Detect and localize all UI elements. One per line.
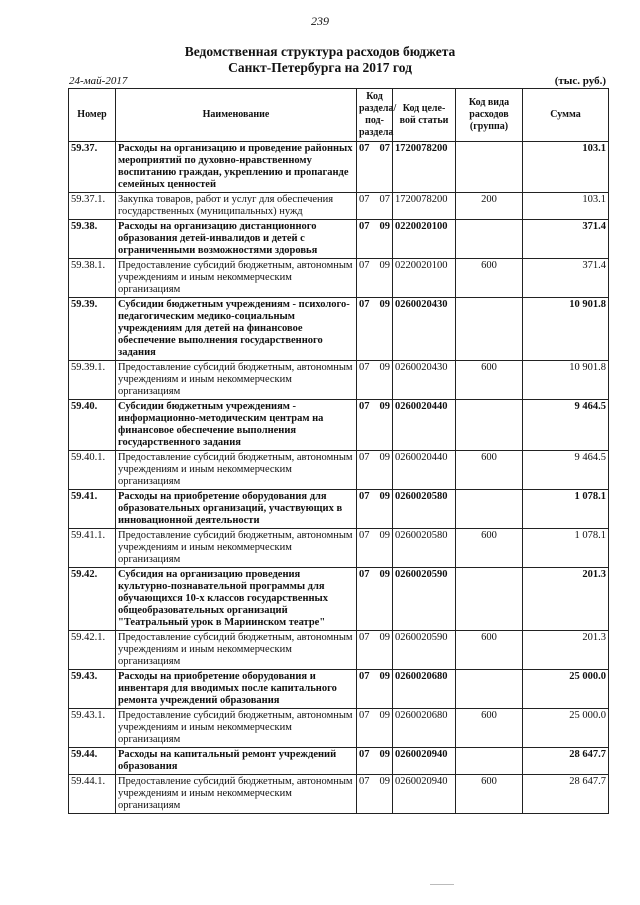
cell-section: 07 xyxy=(357,361,376,400)
cell-number: 59.41. xyxy=(69,490,116,529)
table-row xyxy=(69,529,609,568)
units-label: (тыс. руб.) xyxy=(554,75,606,87)
cell-article: 0260020680 xyxy=(393,709,456,748)
cell-name: Расходы на капитальный ремонт учреждений образования xyxy=(116,748,357,775)
cell-subsection: 07 xyxy=(376,193,393,220)
cell-kind xyxy=(456,670,523,709)
cell-kind: 600 xyxy=(456,361,523,400)
table-row xyxy=(69,631,609,670)
cell-subsection: 09 xyxy=(376,529,393,568)
cell-section: 07 xyxy=(357,709,376,748)
table-row xyxy=(69,259,609,298)
cell-section: 07 xyxy=(357,631,376,670)
table-row xyxy=(69,490,609,529)
cell-subsection: 09 xyxy=(376,631,393,670)
table-header-row xyxy=(69,89,609,142)
table-body xyxy=(69,142,609,814)
cell-section: 07 xyxy=(357,775,376,814)
cell-section: 07 xyxy=(357,748,376,775)
cell-number: 59.41.1. xyxy=(69,529,116,568)
cell-kind xyxy=(456,298,523,361)
cell-section: 07 xyxy=(357,298,376,361)
table-row xyxy=(69,709,609,748)
cell-sum: 28 647.7 xyxy=(523,775,609,814)
cell-article: 0260020680 xyxy=(393,670,456,709)
cell-kind xyxy=(456,490,523,529)
cell-name: Предоставление субсидий бюджетным, автономным учреждениям и иным некоммерческим организациям xyxy=(116,451,357,490)
cell-name: Предоставление субсидий бюджетным, автономным учреждениям и иным некоммерческим организациям xyxy=(116,361,357,400)
cell-sum: 201.3 xyxy=(523,631,609,670)
cell-subsection: 07 xyxy=(376,142,393,193)
cell-subsection: 09 xyxy=(376,259,393,298)
cell-number: 59.44.1. xyxy=(69,775,116,814)
cell-number: 59.39.1. xyxy=(69,361,116,400)
cell-sum: 103.1 xyxy=(523,142,609,193)
cell-name: Расходы на приобретение оборудования и инвентаря для вводимых после капитального ремонта учреждений образования xyxy=(116,670,357,709)
cell-number: 59.44. xyxy=(69,748,116,775)
cell-article: 0260020440 xyxy=(393,451,456,490)
cell-name: Субсидии бюджетным учреждениям - информационно-методическим центрам на финансовое обеспечение выполнения государственного задания xyxy=(116,400,357,451)
cell-sum: 25 000.0 xyxy=(523,670,609,709)
cell-sum: 201.3 xyxy=(523,568,609,631)
cell-kind xyxy=(456,568,523,631)
cell-kind: 600 xyxy=(456,709,523,748)
cell-number: 59.43. xyxy=(69,670,116,709)
cell-name: Предоставление субсидий бюджетным, автономным учреждениям и иным некоммерческим организациям xyxy=(116,529,357,568)
cell-name: Расходы на организацию и проведение районных мероприятий по духовно-нравственному воспитанию граждан, укреплению и пропаганде семейных ценностей xyxy=(116,142,357,193)
cell-name: Расходы на приобретение оборудования для образовательных организаций, участвующих в инновационной деятельности xyxy=(116,490,357,529)
table-row xyxy=(69,220,609,259)
cell-name: Субсидия на организацию проведения культурно-познавательной программы для обучающихся 10-х классов государственных общеобразовательных организаций "Театральный урок в Мариинском театре" xyxy=(116,568,357,631)
page-number: 239 xyxy=(311,14,329,28)
cell-section: 07 xyxy=(357,142,376,193)
cell-sum: 1 078.1 xyxy=(523,490,609,529)
document-date: 24-май-2017 xyxy=(69,75,128,87)
table-row xyxy=(69,451,609,490)
cell-subsection: 09 xyxy=(376,298,393,361)
table-row xyxy=(69,670,609,709)
cell-number: 59.42. xyxy=(69,568,116,631)
table-row xyxy=(69,400,609,451)
cell-kind: 200 xyxy=(456,193,523,220)
cell-subsection: 09 xyxy=(376,670,393,709)
cell-subsection: 09 xyxy=(376,451,393,490)
cell-sum: 371.4 xyxy=(523,259,609,298)
cell-kind xyxy=(456,220,523,259)
cell-section: 07 xyxy=(357,490,376,529)
cell-subsection: 09 xyxy=(376,490,393,529)
cell-sum: 371.4 xyxy=(523,220,609,259)
header-name: Наименование xyxy=(116,89,357,142)
cell-subsection: 09 xyxy=(376,748,393,775)
cell-sum: 9 464.5 xyxy=(523,451,609,490)
cell-number: 59.40.1. xyxy=(69,451,116,490)
cell-article: 0260020580 xyxy=(393,529,456,568)
cell-number: 59.37. xyxy=(69,142,116,193)
cell-article: 0260020940 xyxy=(393,775,456,814)
cell-sum: 9 464.5 xyxy=(523,400,609,451)
cell-section: 07 xyxy=(357,220,376,259)
cell-article: 0260020430 xyxy=(393,298,456,361)
cell-kind: 600 xyxy=(456,259,523,298)
cell-name: Предоставление субсидий бюджетным, автономным учреждениям и иным некоммерческим организациям xyxy=(116,631,357,670)
cell-kind: 600 xyxy=(456,775,523,814)
table-row xyxy=(69,298,609,361)
title-line-1: Ведомственная структура расходов бюджета xyxy=(184,44,456,59)
cell-name: Расходы на организацию дистанционного образования детей-инвалидов и детей с ограниченными возможностями здоровья xyxy=(116,220,357,259)
cell-name: Предоставление субсидий бюджетным, автономным учреждениям и иным некоммерческим организациям xyxy=(116,709,357,748)
cell-kind: 600 xyxy=(456,529,523,568)
cell-kind xyxy=(456,748,523,775)
cell-subsection: 09 xyxy=(376,775,393,814)
cell-article: 0260020440 xyxy=(393,400,456,451)
cell-article: 0260020580 xyxy=(393,490,456,529)
cell-section: 07 xyxy=(357,670,376,709)
table-row xyxy=(69,361,609,400)
title-line-2: Санкт-Петербурга на 2017 год xyxy=(228,60,412,75)
cell-name: Субсидии бюджетным учреждениям - психолого-педагогическим медико-социальным учреждениям для детей на финансовое обеспечение выполнения государственного задания xyxy=(116,298,357,361)
cell-subsection: 09 xyxy=(376,361,393,400)
cell-section: 07 xyxy=(357,400,376,451)
header-section: Код раздела/ под- раздела xyxy=(357,89,393,142)
cell-subsection: 09 xyxy=(376,400,393,451)
cell-number: 59.39. xyxy=(69,298,116,361)
cell-sum: 10 901.8 xyxy=(523,298,609,361)
header-sum: Сумма xyxy=(523,89,609,142)
cell-number: 59.42.1. xyxy=(69,631,116,670)
cell-article: 0260020590 xyxy=(393,631,456,670)
cell-section: 07 xyxy=(357,259,376,298)
cell-name: Предоставление субсидий бюджетным, автономным учреждениям и иным некоммерческим организациям xyxy=(116,775,357,814)
cell-section: 07 xyxy=(357,529,376,568)
cell-number: 59.40. xyxy=(69,400,116,451)
cell-sum: 10 901.8 xyxy=(523,361,609,400)
document-title xyxy=(0,44,640,76)
table-row xyxy=(69,748,609,775)
cell-number: 59.37.1. xyxy=(69,193,116,220)
header-number: Номер xyxy=(69,89,116,142)
cell-name: Закупка товаров, работ и услуг для обеспечения государственных (муниципальных) нужд xyxy=(116,193,357,220)
cell-article: 0220020100 xyxy=(393,259,456,298)
cell-article: 1720078200 xyxy=(393,142,456,193)
cell-kind xyxy=(456,142,523,193)
cell-sum: 103.1 xyxy=(523,193,609,220)
table-row xyxy=(69,142,609,193)
header-article: Код целе- вой статьи xyxy=(393,89,456,142)
cell-section: 07 xyxy=(357,568,376,631)
cell-kind: 600 xyxy=(456,631,523,670)
cell-section: 07 xyxy=(357,451,376,490)
scan-mark xyxy=(430,884,454,885)
cell-subsection: 09 xyxy=(376,568,393,631)
table-row xyxy=(69,193,609,220)
table-row xyxy=(69,568,609,631)
cell-sum: 25 000.0 xyxy=(523,709,609,748)
table-row xyxy=(69,775,609,814)
cell-article: 1720078200 xyxy=(393,193,456,220)
cell-name: Предоставление субсидий бюджетным, автономным учреждениям и иным некоммерческим организациям xyxy=(116,259,357,298)
cell-article: 0260020590 xyxy=(393,568,456,631)
cell-sum: 1 078.1 xyxy=(523,529,609,568)
cell-number: 59.38.1. xyxy=(69,259,116,298)
cell-sum: 28 647.7 xyxy=(523,748,609,775)
cell-kind: 600 xyxy=(456,451,523,490)
header-kind: Код вида расходов (группа) xyxy=(456,89,523,142)
cell-subsection: 09 xyxy=(376,220,393,259)
budget-table xyxy=(68,88,609,814)
cell-article: 0220020100 xyxy=(393,220,456,259)
cell-subsection: 09 xyxy=(376,709,393,748)
cell-number: 59.43.1. xyxy=(69,709,116,748)
cell-kind xyxy=(456,400,523,451)
cell-article: 0260020940 xyxy=(393,748,456,775)
cell-number: 59.38. xyxy=(69,220,116,259)
cell-section: 07 xyxy=(357,193,376,220)
cell-article: 0260020430 xyxy=(393,361,456,400)
